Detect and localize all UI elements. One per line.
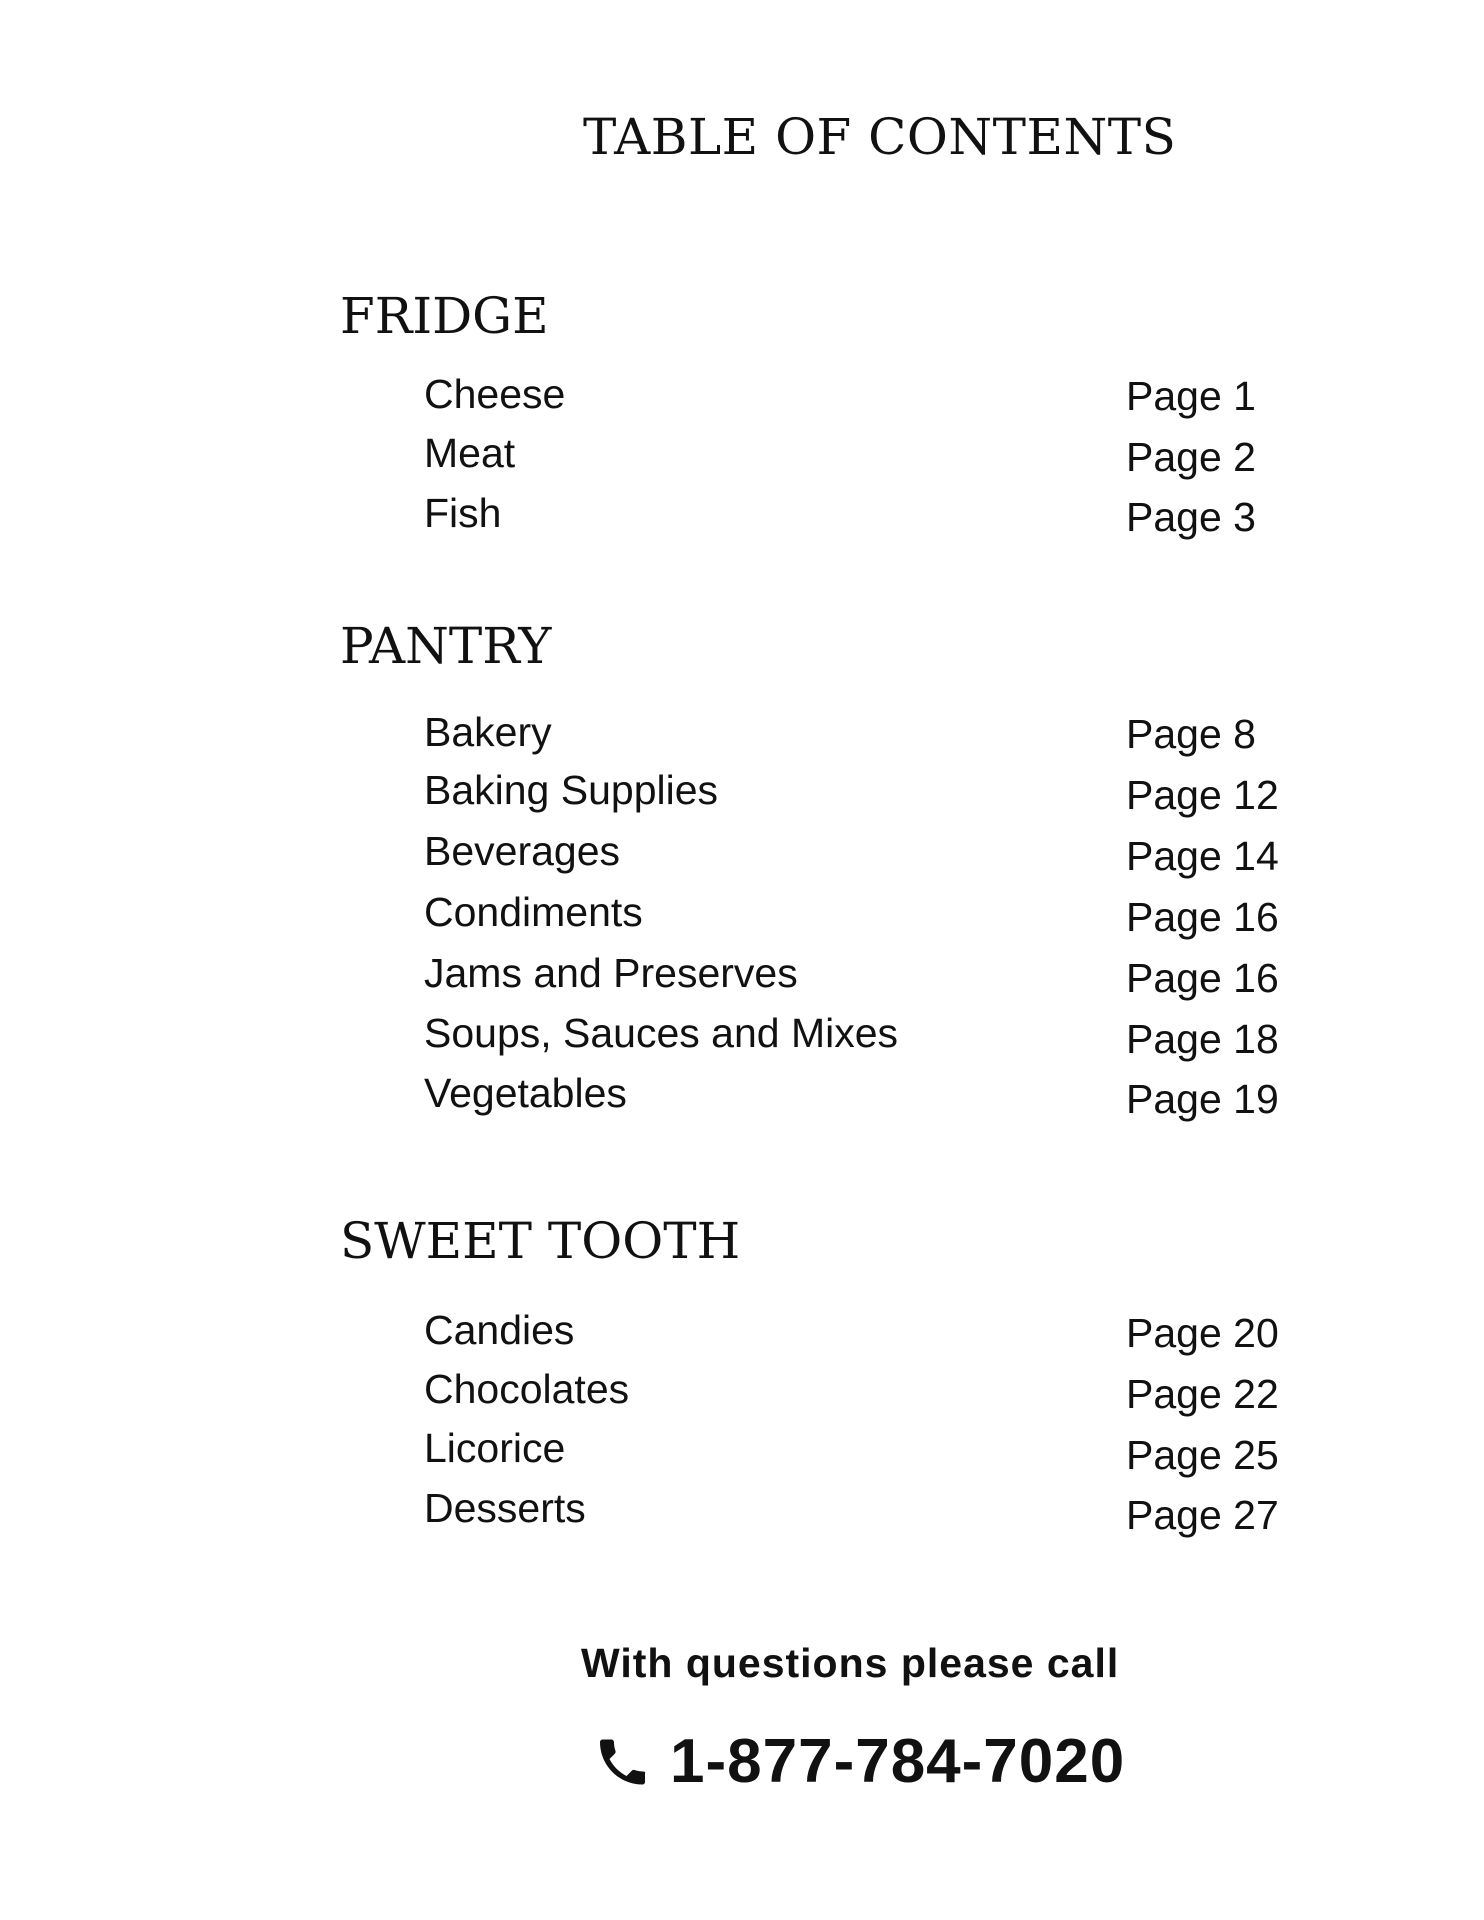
toc-entry-soups-sauces-mixes[interactable]: Soups, Sauces and Mixes	[424, 1010, 899, 1056]
toc-entry-chocolates[interactable]: Chocolates	[424, 1366, 630, 1412]
toc-page-cheese[interactable]: Page 1	[1126, 373, 1256, 419]
phone-contact[interactable]	[592, 1726, 1125, 1797]
toc-page-condiments[interactable]: Page 16	[1126, 894, 1279, 940]
toc-entry-vegetables[interactable]: Vegetables	[424, 1070, 627, 1116]
toc-entry-baking-supplies[interactable]: Baking Supplies	[424, 767, 719, 813]
toc-page-bakery[interactable]: Page 8	[1126, 711, 1256, 757]
toc-entry-candies[interactable]: Candies	[424, 1307, 575, 1353]
toc-page-licorice[interactable]: Page 25	[1126, 1432, 1279, 1478]
toc-page-desserts[interactable]: Page 27	[1126, 1492, 1279, 1538]
toc-entry-bakery[interactable]: Bakery	[424, 709, 552, 755]
contact-note: With questions please call	[581, 1640, 1120, 1686]
toc-page-candies[interactable]: Page 20	[1126, 1310, 1279, 1356]
phone-icon	[592, 1732, 652, 1792]
toc-entry-cheese[interactable]: Cheese	[424, 371, 566, 417]
toc-entry-meat[interactable]: Meat	[424, 430, 516, 476]
toc-entry-desserts[interactable]: Desserts	[424, 1485, 586, 1531]
toc-entry-condiments[interactable]: Condiments	[424, 889, 643, 935]
toc-entry-jams-and-preserves[interactable]: Jams and Preserves	[424, 950, 798, 996]
toc-page-meat[interactable]: Page 2	[1126, 434, 1256, 480]
toc-entry-beverages[interactable]: Beverages	[424, 828, 621, 874]
toc-page-jams-and-preserves[interactable]: Page 16	[1126, 955, 1279, 1001]
toc-page-soups-sauces-mixes[interactable]: Page 18	[1126, 1016, 1279, 1062]
toc-entry-fish[interactable]: Fish	[424, 490, 502, 536]
section-heading-sweet-tooth: SWEET TOOTH	[340, 1212, 741, 1270]
toc-page-baking-supplies[interactable]: Page 12	[1126, 772, 1279, 818]
toc-page-beverages[interactable]: Page 14	[1126, 833, 1279, 879]
section-heading-fridge: FRIDGE	[340, 287, 549, 345]
section-heading-pantry: PANTRY	[340, 617, 552, 675]
toc-page-fish[interactable]: Page 3	[1126, 494, 1256, 540]
toc-page-chocolates[interactable]: Page 22	[1126, 1371, 1279, 1417]
toc-page-vegetables[interactable]: Page 19	[1126, 1076, 1279, 1122]
page-title: TABLE OF CONTENTS	[583, 108, 1177, 166]
phone-number[interactable]: 1-877-784-7020	[670, 1727, 1126, 1796]
toc-entry-licorice[interactable]: Licorice	[424, 1425, 566, 1471]
